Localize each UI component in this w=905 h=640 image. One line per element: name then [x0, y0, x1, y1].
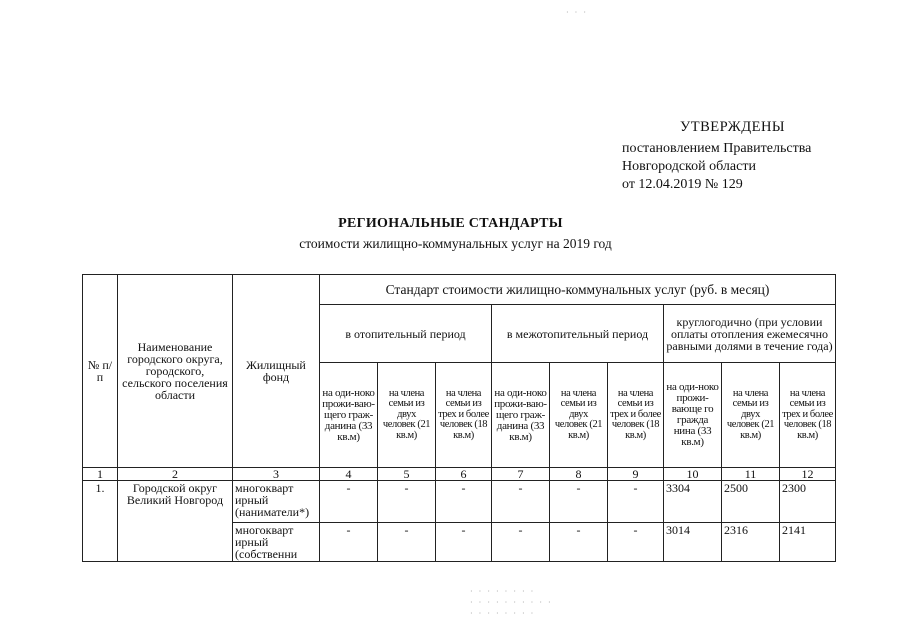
- column-number: 6: [436, 468, 492, 481]
- column-number: 12: [780, 468, 836, 481]
- header-interheating: в межотопительный период: [492, 305, 664, 363]
- column-number: 9: [608, 468, 664, 481]
- row-value: -: [492, 481, 550, 523]
- column-number: 5: [378, 468, 436, 481]
- approval-heading: УТВЕРЖДЕНЫ: [680, 119, 786, 135]
- row-value: 3304: [664, 481, 722, 523]
- header-num: № п/п: [83, 275, 118, 468]
- row-value: -: [436, 523, 492, 562]
- row-value: 2300: [780, 481, 836, 523]
- scan-noise-bottom: · · · · · · · · · · · · · · · · · · · · · · · · · ·: [470, 587, 553, 618]
- row-value: -: [550, 523, 608, 562]
- subheader-two-interheating: на члена семьи из двух человек (21 кв.м): [550, 363, 608, 468]
- subheader-single-interheating: на оди-ноко прожи-ваю-щего граж-данина (33 кв.м): [492, 363, 550, 468]
- subheader-two-heating: на члена семьи из двух человек (21 кв.м): [378, 363, 436, 468]
- standards-table: [82, 274, 836, 562]
- row-value: -: [608, 481, 664, 523]
- column-number: 8: [550, 468, 608, 481]
- row-value: -: [436, 481, 492, 523]
- row-name: Городской округ Великий Новгород: [118, 481, 233, 562]
- document-title: [0, 216, 905, 252]
- table-row: [83, 481, 836, 523]
- column-number: 4: [320, 468, 378, 481]
- row-value: 3014: [664, 523, 722, 562]
- row-value: 2141: [780, 523, 836, 562]
- row-value: -: [492, 523, 550, 562]
- subheader-three-interheating: на члена семьи из трех и более человек (18 кв.м): [608, 363, 664, 468]
- column-number-row: [83, 468, 836, 481]
- column-number: 3: [233, 468, 320, 481]
- column-number: 11: [722, 468, 780, 481]
- title-main: РЕГИОНАЛЬНЫЕ СТАНДАРТЫ: [338, 216, 563, 231]
- approval-line-3: от 12.04.2019 № 129: [622, 177, 743, 192]
- subheader-single-heating: на оди-ноко прожи-ваю-щего граж-данина (33 кв.м): [320, 363, 378, 468]
- subheader-three-heating: на члена семьи из трех и более человек (18 кв.м): [436, 363, 492, 468]
- row-value: 2316: [722, 523, 780, 562]
- approval-line-2: Новгородской области: [622, 159, 756, 174]
- subheader-single-yearround: на оди-ноко прожи-вающе го гражда нина (33 кв.м): [664, 363, 722, 468]
- row-fund: многокварт ирный (наниматели*): [233, 481, 320, 523]
- subheader-three-yearround: на члена семьи из трех и более человек (18 кв.м): [780, 363, 836, 468]
- title-sub: стоимости жилищно-коммунальных услуг на 2019 год: [299, 236, 612, 251]
- approval-block: [622, 118, 811, 194]
- row-value: -: [378, 481, 436, 523]
- subheader-two-yearround: на члена семьи из двух человек (21 кв.м): [722, 363, 780, 468]
- row-value: -: [608, 523, 664, 562]
- header-standard: Стандарт стоимости жилищно-коммунальных услуг (руб. в месяц): [320, 275, 836, 305]
- row-value: -: [320, 481, 378, 523]
- row-value: 2500: [722, 481, 780, 523]
- row-num: 1.: [83, 481, 118, 562]
- column-number: 2: [118, 468, 233, 481]
- approval-line-1: постановлением Правительства: [622, 141, 812, 156]
- header-yearround: круглогодично (при условии оплаты отопления ежемесячно равными долями в течение года): [664, 305, 836, 363]
- column-number: 10: [664, 468, 722, 481]
- header-fund: Жилищный фонд: [233, 275, 320, 468]
- row-fund: многокварт ирный (собственни: [233, 523, 320, 562]
- header-heating: в отопительный период: [320, 305, 492, 363]
- row-value: -: [320, 523, 378, 562]
- column-number: 1: [83, 468, 118, 481]
- column-number: 7: [492, 468, 550, 481]
- scan-noise-top: · · ·: [566, 8, 588, 17]
- row-value: -: [378, 523, 436, 562]
- row-value: -: [550, 481, 608, 523]
- header-name: Наименование городского округа, городского, сельского поселения области: [118, 275, 233, 468]
